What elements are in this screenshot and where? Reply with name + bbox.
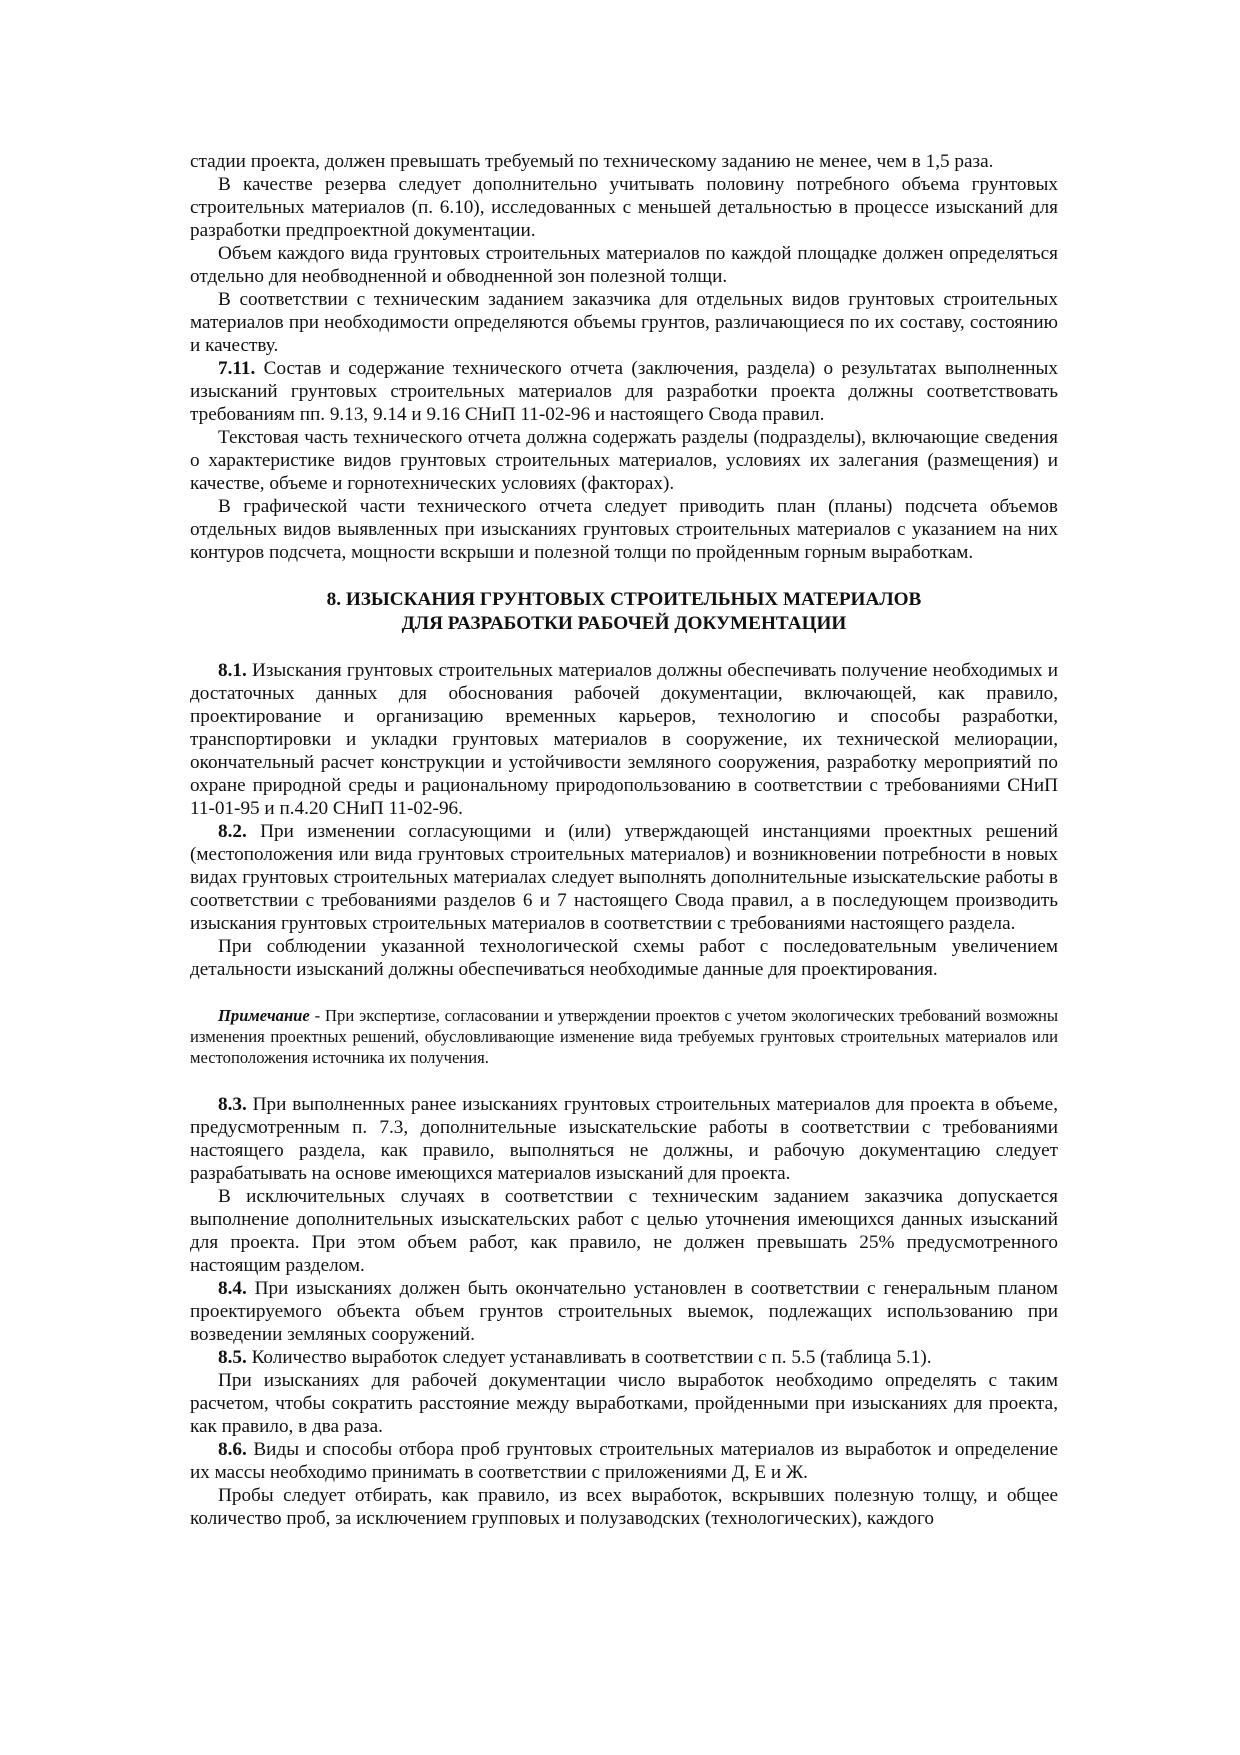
paragraph: В графической части технического отчета следует приводить план (планы) подсчета объемов отдельных видов выявленных при изысканиях грунтовых строительных материалов с указанием на них контуров подсчета, мощности вскрыши и полезной толщи по пройденным горным выработкам. xyxy=(190,496,1058,563)
paragraph: Текстовая часть технического отчета должна содержать разделы (подразделы), включающие сведения о характеристике видов грунтовых строительных материалов, условиях их залегания (размещения) и качестве, объеме и горнотехнических условиях (факторах). xyxy=(190,427,1058,494)
clause-number: 8.1. xyxy=(218,660,247,681)
clause-number: 8.2. xyxy=(218,821,247,842)
section-heading-line-2: ДЛЯ РАЗРАБОТКИ РАБОЧЕЙ ДОКУМЕНТАЦИИ xyxy=(401,613,847,634)
clause-number: 8.6. xyxy=(218,1439,247,1460)
paragraph: Пробы следует отбирать, как правило, из всех выработок, вскрывших полезную толщу, и общее количество проб, за исключением групповых и полузаводских (технологических), каждого xyxy=(190,1485,1058,1529)
clause-number: 8.5. xyxy=(218,1347,247,1368)
clause-number: 7.11. xyxy=(218,358,256,379)
paragraph-8-1: 8.1. Изыскания грунтовых строительных материалов должны обеспечивать получение необходимых и достаточных данных для обоснования рабочей документации, включающей, как правило, проектирование и организацию временных карьеров, технологию и способы разработки, транспортировки и укладки грунтовых материалов в сооружение, их технической мелиорации, окончательный расчет конструкции и устойчивости земляного сооружения, разработку мероприятий по охране природной среды и рациональному природопользованию в соответствии с требованиями СНиП 11-01-95 и п.4.20 СНиП 11-02-96. xyxy=(190,660,1058,819)
clause-number: 8.4. xyxy=(218,1278,247,1299)
paragraph-8-2: 8.2. При изменении согласующими и (или) утверждающей инстанциями проектных решений (местоположения или вида грунтовых строительных материалов) и возникновении потребности в новых видах грунтовых строительных материалах следует выполнять дополнительные изыскательские работы в соответствии с требованиями разделов 6 и 7 настоящего Свода правил, а в последующем производить изыскания грунтовых строительных материалов в соответствии с требованиями настоящего раздела. xyxy=(190,821,1058,934)
paragraph-8-6: 8.6. Виды и способы отбора проб грунтовых строительных материалов из выработок и определение их массы необходимо принимать в соответствии с приложениями Д, Е и Ж. xyxy=(190,1439,1058,1483)
section-heading-line-1: 8. ИЗЫСКАНИЯ ГРУНТОВЫХ СТРОИТЕЛЬНЫХ МАТЕРИАЛОВ xyxy=(326,589,922,610)
paragraph: В качестве резерва следует дополнительно учитывать половину потребного объема грунтовых строительных материалов (п. 6.10), исследованных с меньшей детальностью в процессе изысканий для разработки предпроектной документации. xyxy=(190,174,1058,241)
document-page xyxy=(190,150,1058,1530)
paragraph: стадии проекта, должен превышать требуемый по техническому заданию не менее, чем в 1,5 раза. xyxy=(190,151,994,172)
section-heading xyxy=(190,588,1058,636)
note-label: Примечание xyxy=(218,1006,310,1025)
paragraph: При изысканиях для рабочей документации число выработок необходимо определять с таким расчетом, чтобы сократить расстояние между выработками, пройденными при изысканиях для проекта, как правило, в два раза. xyxy=(190,1370,1058,1437)
spacer xyxy=(190,636,1058,659)
paragraph: Объем каждого вида грунтовых строительных материалов по каждой площадке должен определяться отдельно для необводненной и обводненной зон полезной толщи. xyxy=(190,243,1058,287)
paragraph-7-11: 7.11. Состав и содержание технического отчета (заключения, раздела) о результатах выполненных изысканий грунтовых строительных материалов для разработки проекта должны соответствовать требованиям пп. 9.13, 9.14 и 9.16 СНиП 11-02-96 и настоящего Свода правил. xyxy=(190,358,1058,425)
paragraph: При соблюдении указанной технологической схемы работ с последовательным увеличением детальности изысканий должны обеспечиваться необходимые данные для проектирования. xyxy=(190,936,1058,980)
paragraph: В исключительных случаях в соответствии с техническим заданием заказчика допускается выполнение дополнительных изыскательских работ с целью уточнения имеющихся данных изысканий для проекта. При этом объем работ, как правило, не должен превышать 25% предусмотренного настоящим разделом. xyxy=(190,1186,1058,1276)
note-text: - При экспертизе, согласовании и утверждении проектов с учетом экологических требований возможны изменения проектных решений, обусловливающие изменение вида требуемых грунтовых строительных материалов или местоположения источника их получения. xyxy=(190,1006,1058,1067)
clause-number: 8.3. xyxy=(218,1094,247,1115)
paragraph: В соответствии с техническим заданием заказчика для отдельных видов грунтовых строительных материалов при необходимости определяются объемы грунтов, различающиеся по их составу, состоянию и качеству. xyxy=(190,289,1058,356)
paragraph-8-4: 8.4. При изысканиях должен быть окончательно установлен в соответствии с генеральным планом проектируемого объекта объем грунтов строительных выемок, подлежащих использованию при возведении земляных сооружений. xyxy=(190,1278,1058,1345)
paragraph-8-5: 8.5. Количество выработок следует устанавливать в соответствии с п. 5.5 (таблица 5.1). xyxy=(218,1347,932,1368)
note xyxy=(190,1005,1058,1068)
paragraph-8-3: 8.3. При выполненных ранее изысканиях грунтовых строительных материалов для проекта в объеме, предусмотренным п. 7.3, дополнительные изыскательские работы в соответствии с требованиями настоящего раздела, как правило, выполняться не должны, и рабочую документацию следует разрабатывать на основе имеющихся материалов изысканий для проекта. xyxy=(190,1094,1058,1184)
spacer xyxy=(190,1068,1058,1093)
